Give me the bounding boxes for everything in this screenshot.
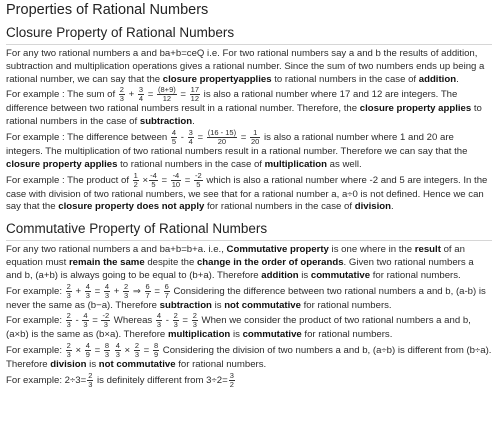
text-run: = <box>89 315 101 327</box>
closure-heading: Closure Property of Rational Numbers <box>6 25 235 40</box>
commutative-heading: Commutative Property of Rational Numbers <box>6 221 268 237</box>
fraction-numerator: 6 <box>145 281 150 291</box>
fraction <box>104 283 110 300</box>
fraction <box>171 172 181 189</box>
text-run: × <box>72 345 84 357</box>
fraction-numerator: 4 <box>104 281 110 291</box>
text-run: = <box>179 315 191 327</box>
text-run: of an equation must <box>6 244 465 268</box>
fraction <box>87 372 93 389</box>
text-run: as well. <box>326 158 362 170</box>
commutative-example-subtraction <box>6 312 492 342</box>
fraction-numerator: 4 <box>85 341 90 351</box>
text-run: for rational numbers. <box>301 329 393 341</box>
text-run: For example : The product of <box>6 174 132 186</box>
text-run: Considering the difference between two rational numbers a and b, (a-b) is never the same as (b−a). Therefore <box>6 285 486 311</box>
text-run: + <box>111 285 122 297</box>
text-run: . Given two rational numbers a and b, (a+b) is always going to be equal to (b+a). Therefore <box>6 256 474 281</box>
fraction-denominator: 3 <box>103 320 108 330</box>
fraction-numerator: (16 - 15) <box>207 127 237 137</box>
commutative-example-multiplication <box>6 342 492 372</box>
bold-text: addition <box>418 73 457 85</box>
fraction <box>190 86 200 103</box>
bold-text: not commutative <box>224 299 301 311</box>
fraction-denominator: 3 <box>85 290 90 300</box>
fraction <box>173 312 179 329</box>
bold-text: division <box>354 201 391 213</box>
fraction-numerator: 4 <box>83 311 88 321</box>
text-run: × <box>121 345 133 357</box>
fraction-denominator: 3 <box>173 320 178 330</box>
text-run: - <box>178 132 187 144</box>
fraction-numerator: -2 <box>102 311 110 321</box>
fraction <box>138 86 144 103</box>
text-run: = <box>91 285 103 297</box>
fraction-denominator: 4 <box>138 94 144 104</box>
fraction-numerator: 17 <box>190 85 200 95</box>
closure-example-subtraction <box>6 129 492 172</box>
fraction-numerator: 3 <box>138 85 144 95</box>
text-run: to rational numbers in the case of <box>271 73 419 85</box>
fraction-denominator: 3 <box>192 320 197 330</box>
fraction-denominator: 7 <box>164 290 169 300</box>
text-run: which is also a rational number where -2 and 5 are integers. In the case with division of two rational numbers, we see that for a rational number a, a÷0 is not defined. Hence we can say that the <box>6 174 488 213</box>
text-run: × <box>139 174 149 186</box>
fraction-denominator: 12 <box>190 94 200 104</box>
text-run: For example: <box>6 285 65 297</box>
bold-text: subtraction <box>139 116 193 128</box>
bold-text: closure property does not apply <box>58 201 205 213</box>
text-run: + <box>72 285 84 297</box>
fraction-denominator: 7 <box>145 290 150 300</box>
fraction-numerator: 2 <box>173 311 178 321</box>
text-run: is also a rational number where 1 and 20 are integers. The multiplication of two rational numbers result in a rational number. Therefore we can say that the <box>6 132 468 157</box>
fraction-numerator: 4 <box>115 341 120 351</box>
commutative-divider <box>6 240 492 241</box>
text-run: = <box>145 89 157 101</box>
fraction-numerator: 2 <box>66 311 71 321</box>
text-run: For any two rational numbers a and ba+b=ceQ i.e. For two rational numbers say a and b the results of addition, subtraction and multiplication operations gives a rational number. Since the sum of two numbers ends up being a rational number, we can say that the <box>6 48 485 85</box>
text-run: . <box>390 201 394 213</box>
text-run: to rational numbers in the case of <box>6 103 482 128</box>
text-run: - <box>72 315 82 327</box>
text-run: despite the <box>144 256 197 268</box>
fraction-denominator: 9 <box>85 350 90 360</box>
fraction <box>207 129 237 146</box>
fraction-numerator: 2 <box>134 341 139 351</box>
fraction-denominator: 9 <box>153 350 159 360</box>
fraction-numerator: 2 <box>192 311 197 321</box>
fraction-denominator: 20 <box>251 136 260 146</box>
text-run: is <box>86 359 99 371</box>
bold-text: remain the same <box>68 256 145 268</box>
text-run: for rational numbers. <box>175 359 267 371</box>
bold-text: closure property applies <box>6 158 118 170</box>
bold-text: closure propertyapplies <box>162 73 272 85</box>
fraction-denominator: 3 <box>123 290 129 300</box>
fraction-numerator: 3 <box>229 370 234 380</box>
text-run: For any two rational numbers a and ba+b=b+a. i.e., <box>6 244 227 256</box>
text-run: For example: 2÷3= <box>6 374 87 386</box>
bold-text: not commutative <box>98 359 176 371</box>
fraction-denominator: 3 <box>134 350 139 360</box>
fraction <box>66 312 72 329</box>
fraction <box>134 342 140 359</box>
fraction-numerator: 2 <box>123 281 129 291</box>
fraction-denominator: 20 <box>217 136 227 146</box>
bold-text: change in the order of operands <box>196 256 344 268</box>
text-run: When we consider the product of two rational numbers a and b, (a×b) is the same as (b×a). Therefore <box>6 315 471 341</box>
text-run: For example: <box>6 315 65 327</box>
commutative-section <box>6 220 492 389</box>
fraction-numerator: 6 <box>164 281 169 291</box>
fraction-numerator: 4 <box>171 127 177 137</box>
fraction-denominator: 3 <box>156 320 162 330</box>
fraction-numerator: 2 <box>119 85 124 95</box>
text-run <box>111 345 114 356</box>
fraction-numerator: 1 <box>133 170 138 180</box>
text-run: for rational numbers in the case of <box>204 201 355 213</box>
bold-text: multiplication <box>167 329 231 341</box>
text-run: = <box>151 285 163 297</box>
text-run: is <box>211 299 225 311</box>
fraction-denominator: 3 <box>119 94 124 104</box>
bold-text: commutative <box>242 329 302 341</box>
fraction <box>115 342 121 359</box>
fraction-numerator: -4 <box>172 170 180 180</box>
text-run: is definitely different from 3÷2= <box>94 374 228 386</box>
fraction-numerator: -2 <box>195 170 202 180</box>
fraction-denominator: 3 <box>66 290 71 300</box>
text-run: is one where in the <box>328 244 415 256</box>
fraction-denominator: 3 <box>66 320 71 330</box>
text-run: for rational numbers. <box>370 269 461 281</box>
fraction-numerator: (8+9) <box>158 85 176 95</box>
fraction <box>104 342 110 359</box>
fraction <box>153 342 159 359</box>
commutative-example-division <box>6 372 492 389</box>
fraction-denominator: 10 <box>171 179 181 189</box>
text-run: = <box>91 345 103 357</box>
fraction-numerator: 4 <box>85 281 90 291</box>
text-run: Whereas <box>111 315 155 327</box>
text-run: for rational numbers. <box>300 299 392 311</box>
text-run: = <box>182 174 194 186</box>
fraction <box>164 283 170 300</box>
fraction <box>85 283 91 300</box>
fraction <box>149 172 158 189</box>
closure-divider <box>6 44 492 45</box>
fraction <box>192 312 198 329</box>
fraction <box>85 342 91 359</box>
fraction <box>194 172 203 189</box>
fraction-denominator: 3 <box>66 350 71 360</box>
bold-text: subtraction <box>159 299 212 311</box>
fraction-numerator: 2 <box>66 341 71 351</box>
fraction <box>101 312 110 329</box>
closure-example-multiplication <box>6 172 492 215</box>
fraction <box>250 129 260 146</box>
commutative-intro <box>6 244 492 282</box>
text-run: is <box>230 329 243 341</box>
bold-text: division <box>50 359 87 371</box>
fraction-numerator: 8 <box>104 341 110 351</box>
fraction-denominator: 2 <box>229 379 234 389</box>
fraction-denominator: 5 <box>151 179 156 189</box>
fraction <box>82 312 88 329</box>
fraction-numerator: 2 <box>88 370 93 380</box>
bold-text: result <box>414 244 441 256</box>
fraction <box>229 372 235 389</box>
text-run: . <box>456 73 459 85</box>
text-run: - <box>163 315 172 327</box>
fraction-denominator: 3 <box>115 350 120 360</box>
text-run: = <box>141 345 152 357</box>
fraction-denominator: 5 <box>171 136 177 146</box>
commutative-example-addition <box>6 283 492 313</box>
fraction-numerator: 2 <box>66 281 71 291</box>
fraction <box>188 129 194 146</box>
closure-section <box>6 24 492 214</box>
fraction <box>157 86 177 103</box>
fraction-numerator: 4 <box>156 311 162 321</box>
text-run: = <box>158 174 170 186</box>
fraction-numerator: -4 <box>150 170 157 180</box>
bold-text: commutative <box>310 269 371 281</box>
fraction-numerator: 8 <box>153 341 159 351</box>
text-run: is <box>298 269 311 281</box>
fraction <box>156 312 162 329</box>
fraction-numerator: 3 <box>188 127 193 137</box>
bold-text: Commutative property <box>226 244 329 256</box>
text-run: For example: <box>6 345 65 357</box>
fraction <box>119 86 125 103</box>
text-run: For example : The sum of <box>6 89 118 101</box>
bold-text: closure property applies <box>359 103 472 115</box>
fraction-denominator: 3 <box>104 290 110 300</box>
text-run: = <box>194 132 206 144</box>
bold-text: multiplication <box>264 158 327 170</box>
fraction-denominator: 3 <box>88 379 93 389</box>
fraction-denominator: 4 <box>188 136 193 146</box>
text-run: = <box>177 89 189 101</box>
fraction-denominator: 2 <box>133 179 138 189</box>
text-run: ⇒ <box>130 285 144 297</box>
fraction-numerator: 1 <box>250 129 260 138</box>
text-run: . <box>192 116 195 128</box>
fraction-denominator: 12 <box>162 94 172 104</box>
fraction <box>145 283 151 300</box>
page-title: Properties of Rational Numbers <box>6 2 209 18</box>
fraction-denominator: 3 <box>83 320 88 330</box>
fraction-denominator: 3 <box>104 350 110 360</box>
fraction <box>133 172 139 189</box>
fraction <box>66 342 72 359</box>
text-run: is also a rational number where 17 and 12 are integers. The difference between two rational numbers result in a rational number. Therefore, the <box>6 89 458 115</box>
bold-text: addition <box>261 269 299 281</box>
fraction <box>66 283 72 300</box>
closure-example-addition <box>6 86 492 129</box>
text-run: For example : The difference between <box>6 132 170 144</box>
closure-intro <box>6 48 492 86</box>
text-run: = <box>238 132 250 144</box>
text-run: to rational numbers in the case of <box>117 158 265 170</box>
text-run: Considering the division of two numbers a and b, (a÷b) is different from (b÷a). Therefore <box>6 345 492 371</box>
fraction <box>123 283 129 300</box>
text-run: + <box>125 89 137 101</box>
fraction <box>171 129 177 146</box>
fraction-denominator: 5 <box>196 179 201 189</box>
